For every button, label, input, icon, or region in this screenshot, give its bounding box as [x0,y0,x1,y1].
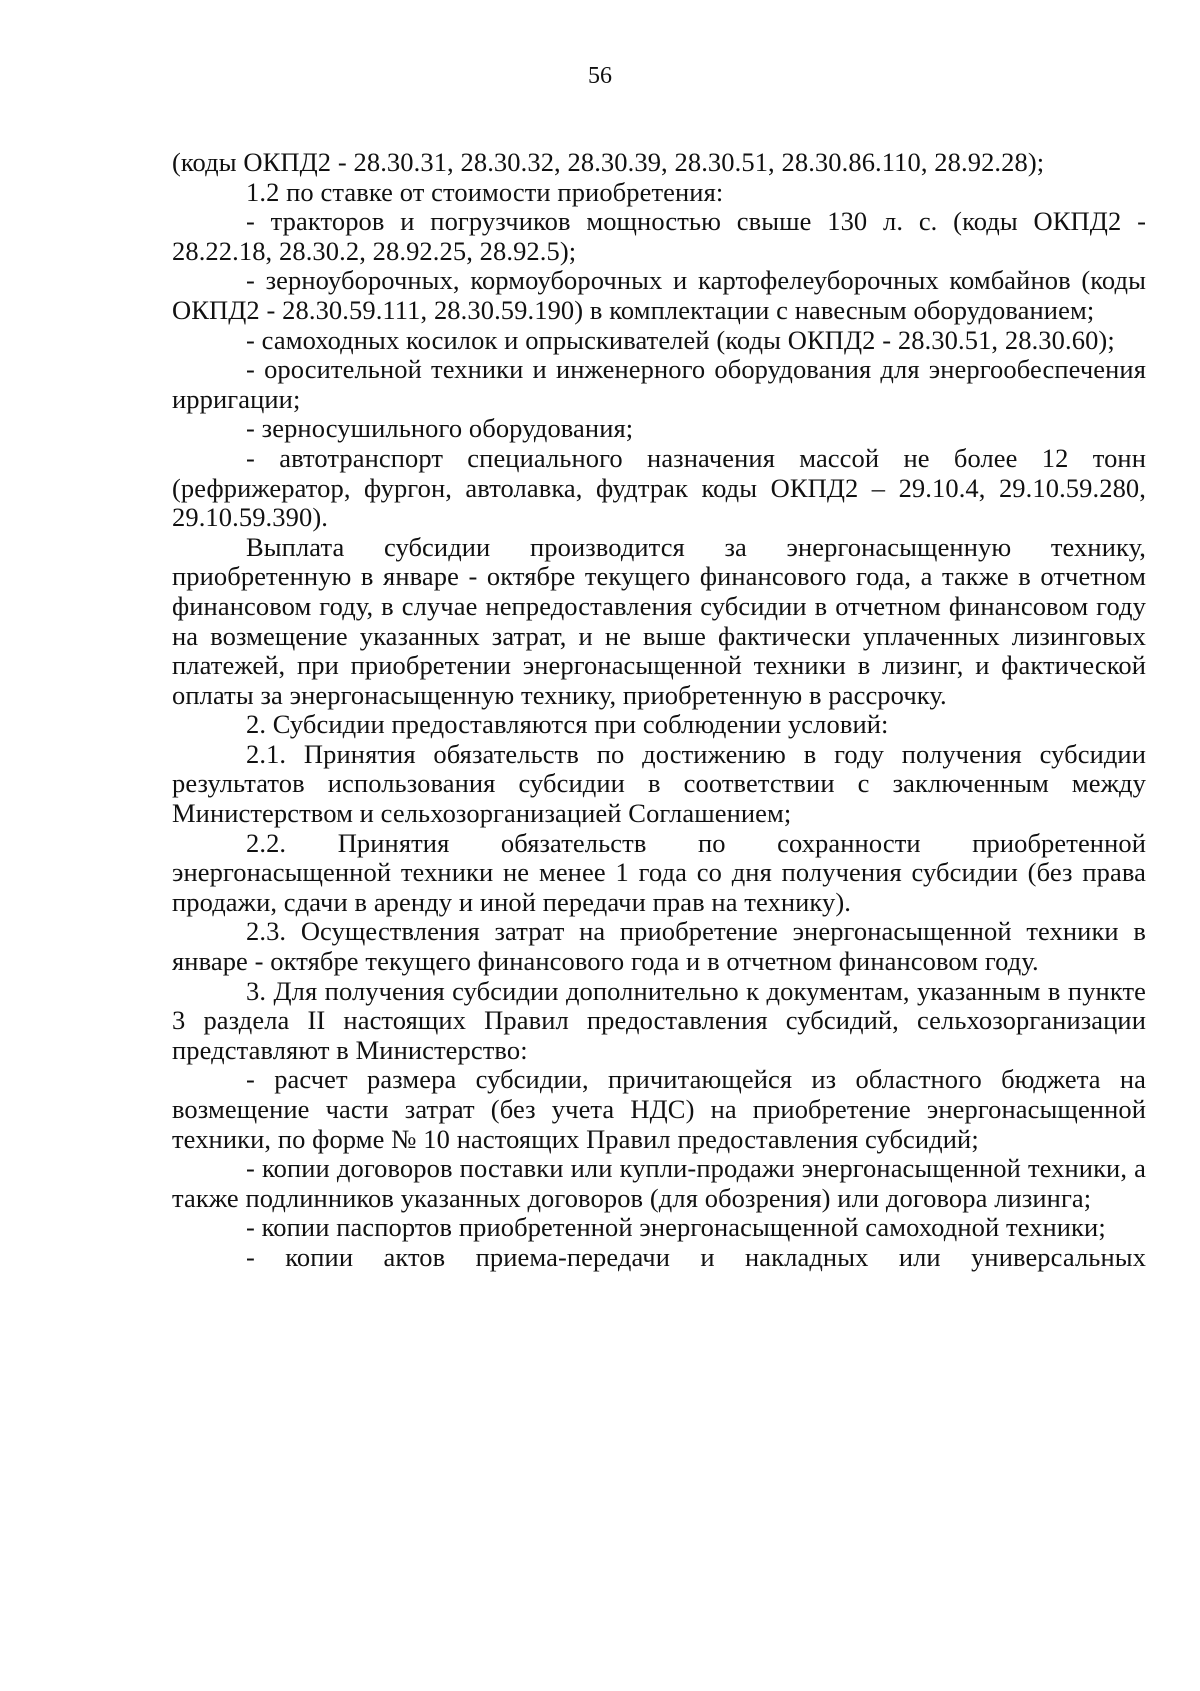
list-item-irrigation: - оросительной техники и инженерного оборудования для энергообеспечения ирригации; [172,354,1146,414]
paragraph-condition-2-2: 2.2. Принятия обязательств по сохранности приобретенной энергонасыщенной техники не менее 1 года со дня получения субсидии (без права продажи, сдачи в аренду и иной передачи прав на технику). [172,827,1146,917]
list-item-harvesters: - зерноуборочных, кормоуборочных и картофелеуборочных комбайнов (коды ОКПД2 - 28.30.59.111, 28.30.59.190) в комплектации с навесным оборудованием; [172,265,1146,325]
list-item-special-vehicles: - автотранспорт специального назначения массой не более 12 тонн (рефрижератор, фургон, автолавка, фудтрак коды ОКПД2 – 29.10.4, 29.10.59.280, 29.10.59.390). [172,442,1146,533]
list-item-acceptance-acts: - копии актов приема-передачи и накладных или универсальных [246,1241,1146,1272]
list-item-mowers-sprayers: - самоходных косилок и опрыскивателей (коды ОКПД2 - 28.30.51, 28.30.60); [246,324,1115,355]
list-item-tractors: - тракторов и погрузчиков мощностью свыше 130 л. с. (коды ОКПД2 - 28.22.18, 28.30.2, 28.92.25, 28.92.5); [172,206,1146,266]
document-body [172,148,1146,1273]
paragraph-condition-2-1: 2.1. Принятия обязательств по достижению в году получения субсидии результатов использования субсидии в соответствии с заключенным между Министерством и сельхозорганизацией Соглашением; [172,738,1146,829]
list-item-subsidy-calculation: - расчет размера субсидии, причитающейся из областного бюджета на возмещение части затрат (без учета НДС) на приобретение энергонасыщенной техники, по форме № 10 настоящих Правил предоставления субсидий; [172,1064,1146,1154]
paragraph-subsidy-payment: Выплата субсидии производится за энергонасыщенную технику, приобретенную в январе - октябре текущего финансового года, а также в отчетном финансовом году, в случае непредоставления субсидии в отчетном финансовом году на возмещение указанных затрат, и не выше фактически уплаченных лизинговых платежей, при приобретении энергонасыщенной техники в лизинг, и фактической оплаты за энергонасыщенную технику, приобретенную в рассрочку. [172,531,1146,710]
list-item-grain-drying: - зерносушильного оборудования; [246,413,634,444]
paragraph-okpd-codes-continuation: (коды ОКПД2 - 28.30.31, 28.30.32, 28.30.39, 28.30.51, 28.30.86.110, 28.92.28); [172,147,1045,177]
page-number: 56 [588,63,612,89]
list-item-contract-copies: - копии договоров поставки или купли-продажи энергонасыщенной техники, а также подлинников указанных договоров (для обозрения) или договора лизинга; [172,1153,1146,1213]
list-item-passport-copies: - копии паспортов приобретенной энергонасыщенной самоходной техники; [246,1212,1106,1243]
paragraph-conditions-heading: 2. Субсидии предоставляются при соблюдении условий: [246,709,889,740]
paragraph-condition-2-3: 2.3. Осуществления затрат на приобретение энергонасыщенной техники в январе - октябре текущего финансового года и в отчетном финансовом году. [172,916,1146,977]
paragraph-rate-by-cost: 1.2 по ставке от стоимости приобретения: [246,176,724,207]
paragraph-documents-heading: 3. Для получения субсидии дополнительно к документам, указанным в пункте 3 раздела II настоящих Правил предоставления субсидий, сельхозорганизации представляют в Министерство: [172,975,1146,1065]
